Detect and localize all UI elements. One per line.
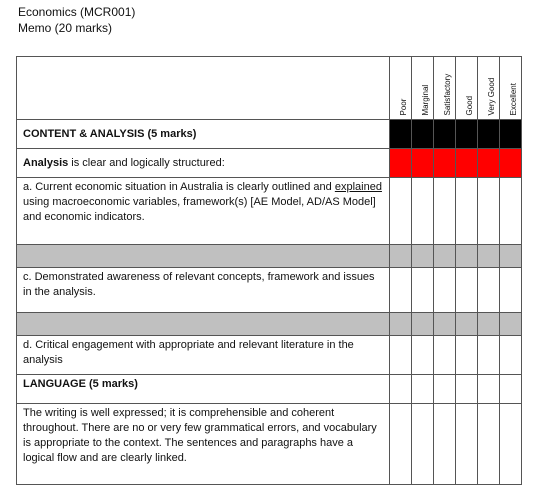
spacer-cell [434,313,456,336]
rating-cell[interactable] [456,268,478,313]
rating-cell[interactable] [434,178,456,245]
rating-cell[interactable] [478,268,500,313]
rating-cell[interactable] [500,404,522,485]
rating-cell[interactable] [390,375,412,404]
writing-criterion-row [17,404,522,485]
rating-cell[interactable] [500,336,522,375]
scale-header-satisfactory [434,57,456,120]
rating-cell[interactable] [412,375,434,404]
rubric-table [16,56,522,485]
rating-cell [478,120,500,149]
spacer-cell [500,313,522,336]
spacer-cell [434,245,456,268]
criterion-c-row [17,268,522,313]
rating-cell [478,149,500,178]
rating-cell [412,120,434,149]
rating-cell[interactable] [478,336,500,375]
spacer-cell [390,245,412,268]
rating-scale-header-row [17,57,522,120]
rating-cell[interactable] [412,336,434,375]
rating-cell[interactable] [456,404,478,485]
rating-cell[interactable] [456,336,478,375]
criterion-a-underlined: explained [334,181,382,193]
spacer-cell [412,313,434,336]
rating-cell [412,149,434,178]
criterion-a-text [17,178,390,245]
rating-cell[interactable] [390,268,412,313]
rating-cell[interactable] [456,375,478,404]
spacer-cell [478,245,500,268]
header-blank-cell [17,57,390,120]
analysis-row [17,149,522,178]
spacer-cell [478,313,500,336]
rating-cell[interactable] [412,178,434,245]
rating-cell [390,149,412,178]
rating-cell [456,149,478,178]
rating-cell [500,120,522,149]
scale-label-very-good: Very Good [486,77,496,116]
rating-cell[interactable] [434,375,456,404]
content-analysis-row [17,120,522,149]
rating-cell[interactable] [456,178,478,245]
scale-label-poor: Poor [398,98,408,116]
scale-label-marginal: Marginal [420,84,430,116]
rating-cell[interactable] [390,404,412,485]
spacer-row [17,245,522,268]
spacer-row [17,313,522,336]
rating-cell [500,149,522,178]
writing-criterion-text: The writing is well expressed; it is comprehensible and coherent throughout. There are no or very few grammatical errors, and vocabulary is appropriate to the context. The sentences and paragraphs have a logical flow and are clearly linked. [17,404,390,485]
analysis-rest: is clear and logically structured: [68,156,225,169]
course-title: Economics (MCR001) [18,5,136,19]
scale-label-excellent: Excellent [508,83,518,116]
spacer-cell [17,245,390,268]
task-title: Memo (20 marks) [18,21,113,35]
analysis-label [17,149,390,178]
rating-cell[interactable] [434,336,456,375]
scale-header-poor [390,57,412,120]
criterion-c-text: c. Demonstrated awareness of relevant concepts, framework and issues in the analysis. [17,268,390,313]
rating-cell[interactable] [390,336,412,375]
rating-cell[interactable] [500,178,522,245]
rating-cell[interactable] [478,404,500,485]
rating-cell [390,120,412,149]
rating-cell[interactable] [412,268,434,313]
language-label: LANGUAGE (5 marks) [17,375,390,404]
spacer-cell [500,245,522,268]
scale-label-satisfactory: Satisfactory [442,73,452,116]
rating-cell [456,120,478,149]
criterion-d-row [17,336,522,375]
scale-header-excellent [500,57,522,120]
rating-cell[interactable] [500,375,522,404]
rating-cell[interactable] [434,404,456,485]
rating-cell[interactable] [478,375,500,404]
criterion-a-suffix: using macroeconomic variables, framework(s) [AE Model, AD/AS Model] and economic indicators. [23,196,376,223]
spacer-cell [17,313,390,336]
spacer-cell [412,245,434,268]
rating-cell[interactable] [390,178,412,245]
criterion-a-row [17,178,522,245]
rating-cell[interactable] [412,404,434,485]
scale-label-good: Good [464,95,474,116]
spacer-cell [390,313,412,336]
rating-cell[interactable] [434,268,456,313]
spacer-cell [456,245,478,268]
rating-cell [434,149,456,178]
analysis-bold: Analysis [23,156,69,169]
rating-cell [434,120,456,149]
rating-cell[interactable] [478,178,500,245]
document-heading [18,4,135,36]
spacer-cell [456,313,478,336]
scale-header-good [456,57,478,120]
scale-header-very-good [478,57,500,120]
language-row [17,375,522,404]
content-analysis-label: CONTENT & ANALYSIS (5 marks) [17,120,390,149]
rating-cell[interactable] [500,268,522,313]
criterion-d-text: d. Critical engagement with appropriate and relevant literature in the analysis [17,336,390,375]
criterion-a-prefix: a. Current economic situation in Australia is clearly outlined and [23,181,335,193]
scale-header-marginal [412,57,434,120]
